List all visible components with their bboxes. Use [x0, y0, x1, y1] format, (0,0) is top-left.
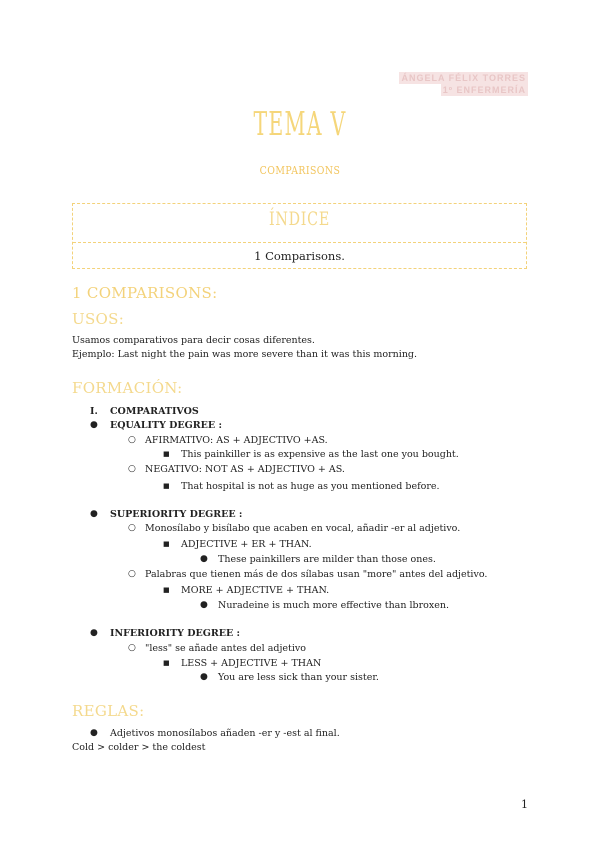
list-marker: I. — [90, 406, 98, 417]
list-item: That hospital is not as huge as you mentioned before. — [181, 481, 440, 492]
list-item: You are less sick than your sister. — [218, 672, 379, 683]
list-item: AFIRMATIVO: AS + ADJECTIVO +AS. — [145, 435, 328, 446]
index-item[interactable]: 1 Comparisons. — [254, 249, 345, 263]
square-bullet-icon: ■ — [163, 659, 170, 667]
list-item: ADJECTIVE + ER + THAN. — [181, 539, 312, 550]
list-item: "less" se añade antes del adjetivo — [145, 643, 306, 654]
list-item: SUPERIORITY DEGREE : — [110, 509, 243, 520]
bullet-icon: ● — [90, 728, 98, 738]
list-item: COMPARATIVOS — [110, 406, 199, 417]
list-item: These painkillers are milder than those ones. — [218, 554, 436, 565]
formacion-heading: FORMACIÓN: — [72, 379, 183, 397]
list-item: Monosílabo y bisílabo que acaben en vocal, añadir -er al adjetivo. — [145, 523, 461, 534]
circle-bullet-icon: ○ — [128, 643, 136, 653]
author-block — [399, 72, 528, 96]
bullet-icon: ● — [200, 672, 208, 682]
bullet-icon: ● — [90, 509, 98, 519]
reglas-heading: REGLAS: — [72, 702, 145, 720]
list-item: This painkiller is as expensive as the last one you bought. — [181, 449, 459, 460]
square-bullet-icon: ■ — [163, 586, 170, 594]
usos-heading: USOS: — [72, 310, 125, 328]
square-bullet-icon: ■ — [163, 482, 170, 490]
list-item: Adjetivos monosílabos añaden -er y -est al final. — [110, 728, 340, 739]
bullet-icon: ● — [200, 554, 208, 564]
author-course: 1º ENFERMERÍA — [442, 85, 526, 95]
list-item: EQUALITY DEGREE : — [110, 420, 222, 431]
square-bullet-icon: ■ — [163, 450, 170, 458]
list-item: Palabras que tienen más de dos sílabas usan "more" antes del adjetivo. — [145, 569, 488, 580]
page-title: TEMA V — [253, 104, 347, 143]
index-heading: ÍNDICE — [269, 208, 330, 230]
circle-bullet-icon: ○ — [128, 464, 136, 474]
index-divider — [73, 242, 526, 243]
bullet-icon: ● — [90, 420, 98, 430]
list-item: MORE + ADJECTIVE + THAN. — [181, 585, 330, 596]
index-box — [72, 203, 527, 269]
list-item: Nuradeine is much more effective than lbroxen. — [218, 600, 449, 611]
circle-bullet-icon: ○ — [128, 569, 136, 579]
circle-bullet-icon: ○ — [128, 435, 136, 445]
square-bullet-icon: ■ — [163, 540, 170, 548]
page-number: 1 — [521, 798, 528, 811]
reglas-example: Cold > colder > the coldest — [72, 742, 206, 753]
circle-bullet-icon: ○ — [128, 523, 136, 533]
page-subtitle: comparisons — [259, 160, 341, 178]
author-name: ÁNGELA FÉLIX TORRES — [401, 73, 526, 83]
bullet-icon: ● — [200, 600, 208, 610]
list-item: INFERIORITY DEGREE : — [110, 628, 241, 639]
usos-line: Ejemplo: Last night the pain was more severe than it was this morning. — [72, 349, 418, 360]
section-heading: 1 COMPARISONS: — [72, 284, 218, 302]
list-item: LESS + ADJECTIVE + THAN — [181, 658, 322, 669]
usos-line: Usamos comparativos para decir cosas diferentes. — [72, 335, 315, 346]
bullet-icon: ● — [90, 628, 98, 638]
list-item: NEGATIVO: NOT AS + ADJECTIVO + AS. — [145, 464, 345, 475]
